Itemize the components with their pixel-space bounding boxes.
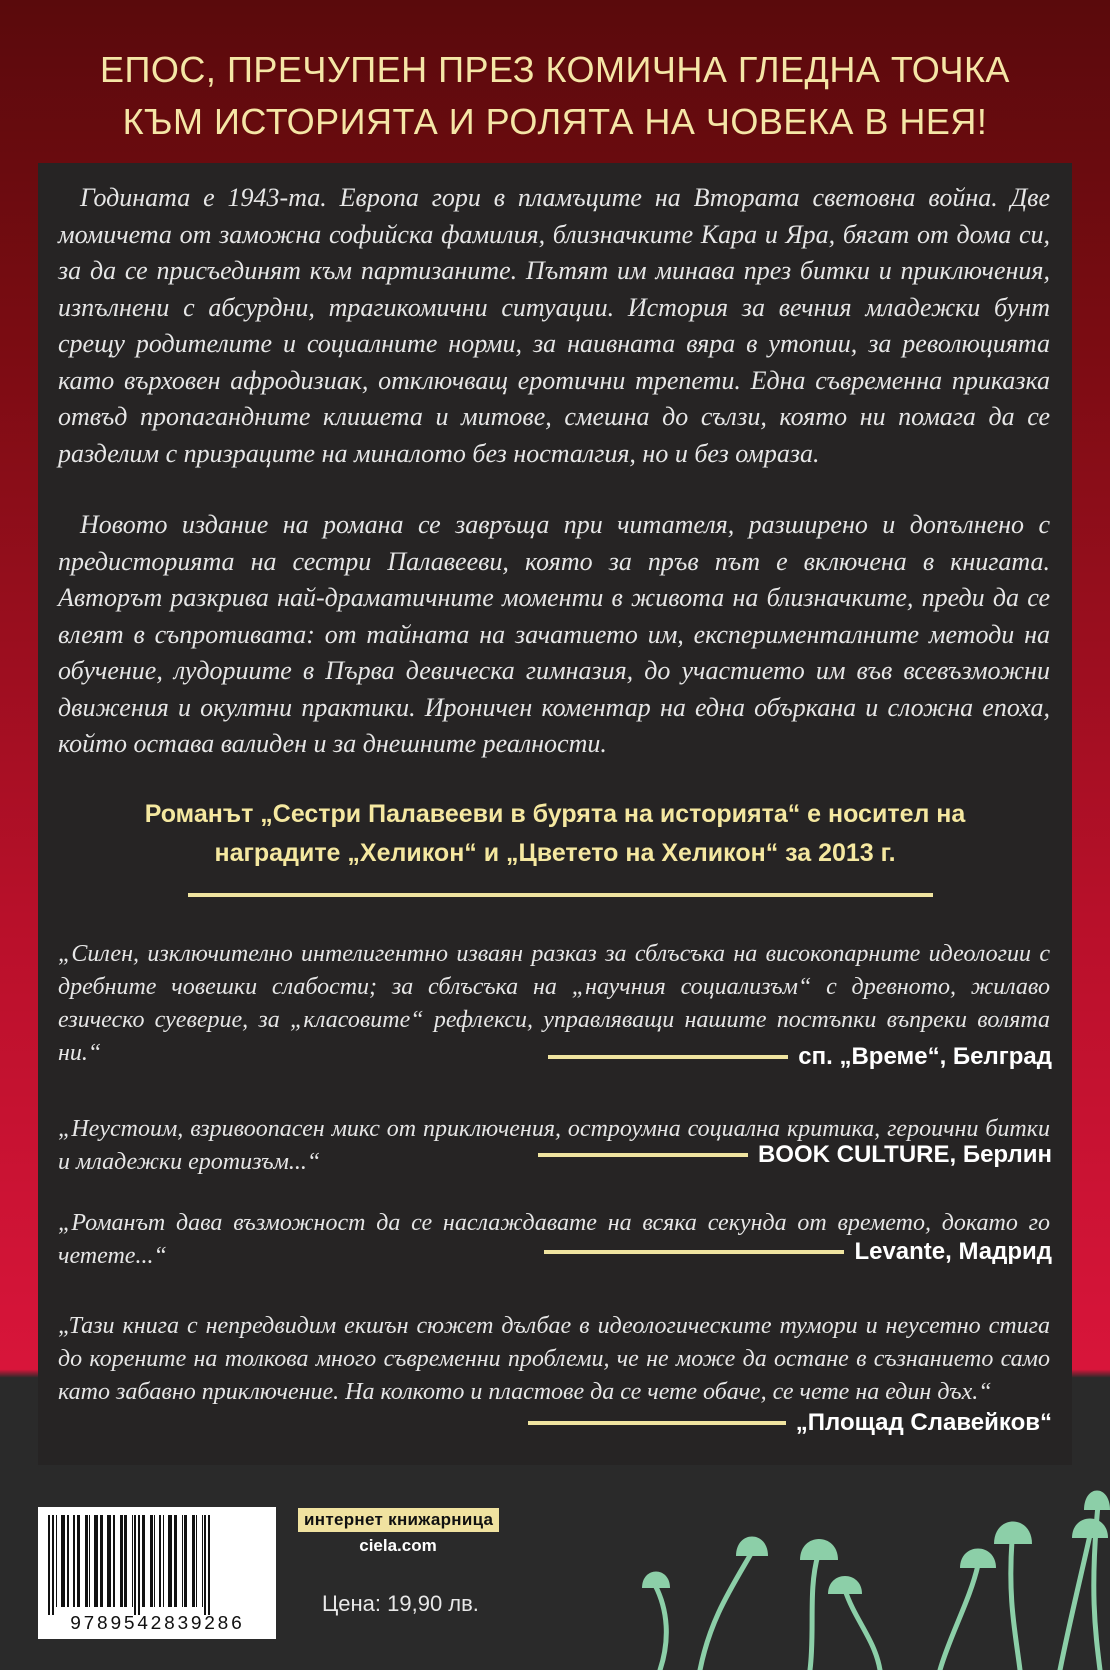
- barcode-bar: [204, 1515, 206, 1615]
- barcode-bar: [159, 1515, 161, 1607]
- barcode-bar: [107, 1515, 111, 1607]
- isbn-number: 9789542839286: [69, 1613, 245, 1635]
- barcode-bar: [202, 1515, 203, 1607]
- barcode: [38, 1507, 276, 1639]
- barcode-bar: [196, 1515, 197, 1607]
- review-source-row-1: [548, 1043, 1052, 1071]
- barcode-bar: [134, 1515, 136, 1615]
- review-source-row-2: [538, 1141, 1052, 1169]
- barcode-bar: [61, 1515, 65, 1607]
- review-quote-4: „Тази книга с непредвидим екшън сюжет дълбае в идеологическите тумори и неусетно стига до корените на толкова много съвременни проблеми, че не може да остане в съзнанието само като забавно приключение. На колкото и пластове да се чете обаче, се чете на един дъх.“: [58, 1313, 1050, 1405]
- shop-url: ciela.com: [359, 1536, 437, 1555]
- review-source-3: Levante, Мадрид: [854, 1238, 1052, 1265]
- barcode-bar: [142, 1515, 145, 1607]
- barcode-bar: [73, 1515, 75, 1607]
- barcode-bar: [132, 1515, 133, 1607]
- barcode-bar: [184, 1515, 187, 1607]
- barcode-bar: [85, 1515, 88, 1607]
- source-divider: [548, 1055, 788, 1059]
- barcode-bar: [77, 1515, 80, 1607]
- source-divider: [538, 1153, 748, 1157]
- barcode-bar: [94, 1515, 98, 1607]
- review-source-row-3: [544, 1238, 1052, 1266]
- cover-headline: [0, 44, 1110, 148]
- barcode-bar: [138, 1515, 140, 1615]
- barcode-bar: [120, 1515, 123, 1607]
- barcode-bar: [48, 1515, 50, 1615]
- barcode-bar: [168, 1515, 172, 1607]
- barcode-bar: [52, 1515, 54, 1615]
- source-divider: [544, 1250, 844, 1254]
- barcode-bar: [113, 1515, 115, 1607]
- review-quote-1: „Силен, изключително интелигентно изваян разказ за сблъсъка на високопарните идеологии с дребните човешки слабости; за сблъсъка на „научния социализъм“ с древното, жилаво езическо суеверие, за „класовите“ рефлекси, управляващи нашите постъпки въпреки волята ни.“: [58, 941, 1050, 1066]
- barcode-bar: [100, 1515, 103, 1607]
- award-note: [70, 795, 1040, 873]
- review-source-2: BOOK CULTURE, Берлин: [757, 1141, 1052, 1168]
- review-source-1: сп. „Време“, Белград: [798, 1043, 1052, 1070]
- award-line-2: наградите „Хеликон“ и „Цветето на Хеликон“ за 2013 г.: [214, 839, 896, 867]
- headline-line-2: КЪМ ИСТОРИЯТА И РОЛЯТА НА ЧОВЕКА В НЕЯ!: [122, 101, 988, 142]
- price: Цена: 19,90 лв.: [322, 1591, 479, 1616]
- review-source-4: „Площад Славейков“: [795, 1409, 1052, 1436]
- barcode-bar: [192, 1515, 195, 1607]
- barcode-bar: [174, 1515, 177, 1607]
- barcode-bars: [46, 1515, 268, 1615]
- headline-line-1: ЕПОС, ПРЕЧУПЕН ПРЕЗ КОМИЧНА ГЛЕДНА ТОЧКА: [100, 49, 1010, 90]
- barcode-bar: [154, 1515, 155, 1607]
- barcode-bar: [89, 1515, 90, 1607]
- description-paragraph-2: Новото издание на романа се завръща при читателя, разширено и допълнено с предисторията на сестри Палавееви, която за пръв път е включена в книгата. Авторът разкрива най-драматичните моменти в живота на близначките, преди да се влеят в съпротивата: от тайната на зачатието им, експерименталните методи на обучение, лудориите в Първа девическа гимназия, до участието им във всевъзможни движения и окултни практики. Ироничен коментар на една объркана и сложна епоха, който остава валиден и за днешните реалности.: [58, 510, 1050, 758]
- barcode-bar: [150, 1515, 153, 1607]
- description-paragraph-1: Годината е 1943-та. Европа гори в пламъците на Втората световна война. Две момичета от заможна софийска фамилия, близначките Кара и Яра, бягат от дома си, за да се присъединят към партизаните. Пътят им минава през битки и приключения, изпълнени с абсурдни, трагикомични ситуации. История за вечния младежки бунт срещу родителите и социалните норми, за наивната вяра в утопии, за революцията като върховен афродизиак, отключващ еротични трепети. Една съвременна приказка отвъд пропагандните клишета и митове, смешна до сълзи, която ни помага да се разделим с призраците на миналото без носталгия, но и без омраза.: [58, 183, 1050, 468]
- barcode-bar: [208, 1515, 210, 1615]
- review-quote-3: „Романът дава възможност да се наслаждавате на всяка секунда от времето, докато го четете...“: [58, 1210, 1050, 1269]
- barcode-bar: [67, 1515, 69, 1607]
- shop-label: интернет книжарница: [298, 1508, 499, 1532]
- section-divider: [188, 893, 933, 897]
- review-quote-2: „Неустоим, взривоопасен микс от приключения, остроумна социална критика, героични битки и младежки еротизъм...“: [58, 1116, 1050, 1175]
- award-line-1: Романът „Сестри Палавееви в бурята на историята“ е носител на: [144, 800, 966, 828]
- barcode-bar: [124, 1515, 127, 1607]
- review-source-row-4: [528, 1409, 1052, 1437]
- mushroom-illustration: [640, 1470, 1110, 1670]
- barcode-bar: [163, 1515, 164, 1607]
- barcode-bar: [182, 1515, 183, 1607]
- source-divider: [528, 1421, 786, 1425]
- barcode-bar: [56, 1515, 57, 1607]
